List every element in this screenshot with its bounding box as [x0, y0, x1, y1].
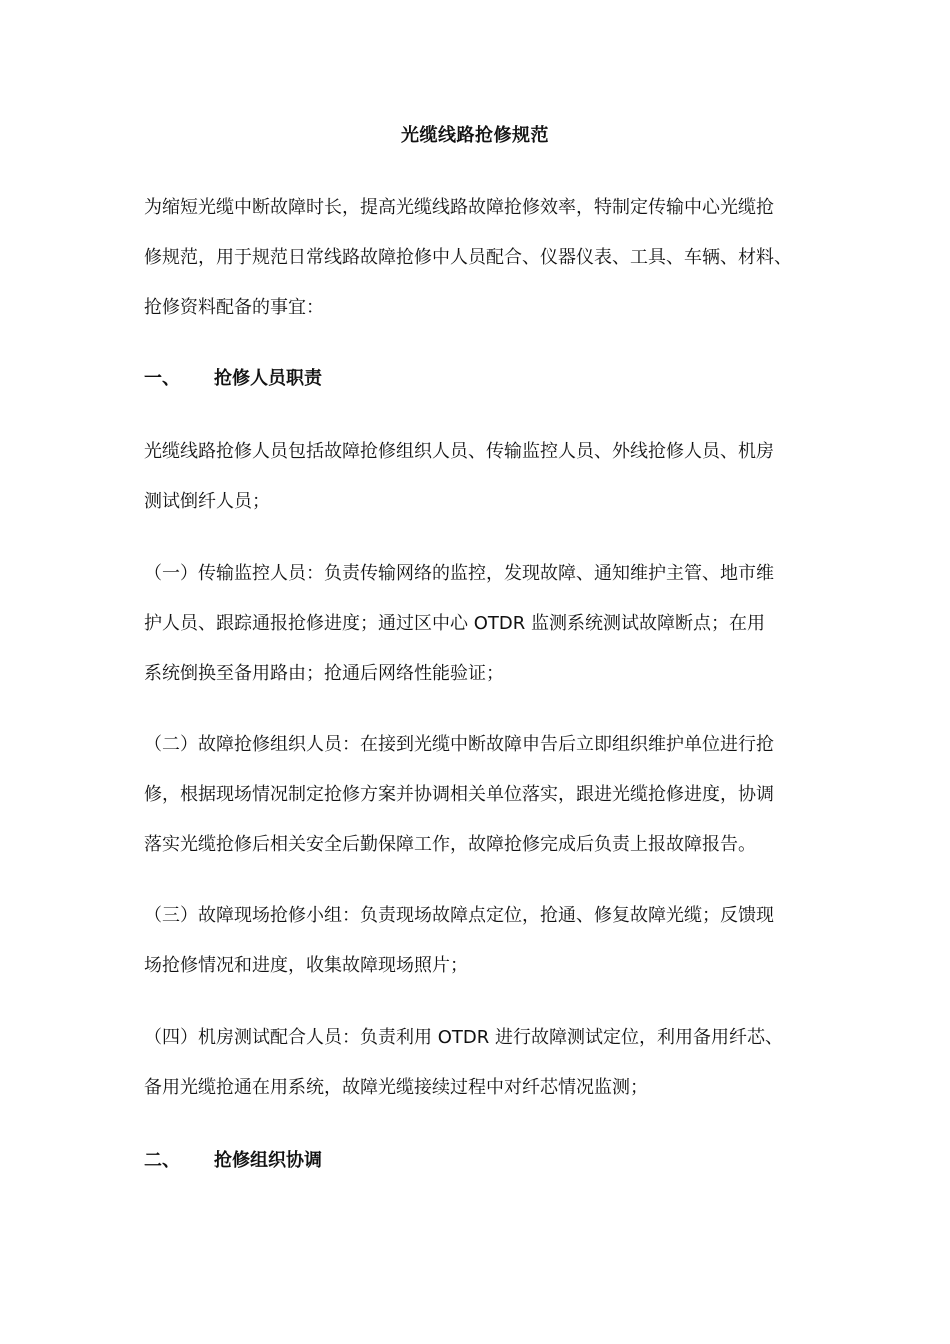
- paragraph-line: （一）传输监控人员：负责传输网络的监控，发现故障、通知维护主管、地市维: [144, 563, 774, 584]
- body-paragraph: [144, 549, 808, 699]
- section-title: 抢修人员职责: [214, 368, 322, 389]
- paragraph-line: 落实光缆抢修后相关安全后勤保障工作，故障抢修完成后负责上报故障报告。: [144, 834, 756, 855]
- paragraph-line: 场抢修情况和进度，收集故障现场照片；: [144, 955, 468, 976]
- body-paragraph: [144, 427, 808, 527]
- paragraph-line: 系统倒换至备用路由；抢通后网络性能验证；: [144, 663, 504, 684]
- paragraph-line: 光缆线路抢修人员包括故障抢修组织人员、传输监控人员、外线抢修人员、机房: [144, 441, 774, 462]
- body-paragraph: [144, 891, 808, 991]
- section-heading: [144, 367, 322, 391]
- body-paragraph: [144, 1013, 808, 1113]
- paragraph-line: （四）机房测试配合人员：负责利用 OTDR 进行故障测试定位，利用备用纤芯、: [144, 1027, 783, 1048]
- paragraph-line: （二）故障抢修组织人员：在接到光缆中断故障申告后立即组织维护单位进行抢: [144, 734, 774, 755]
- body-paragraph: [144, 720, 808, 870]
- paragraph-line: 测试倒纤人员；: [144, 491, 270, 512]
- paragraph-line: 修，根据现场情况制定抢修方案并协调相关单位落实，跟进光缆抢修进度，协调: [144, 784, 774, 805]
- document-title: 光缆线路抢修规范: [401, 125, 549, 146]
- intro-paragraph: [144, 183, 808, 333]
- paragraph-line: 备用光缆抢通在用系统，故障光缆接续过程中对纤芯情况监测；: [144, 1077, 648, 1098]
- paragraph-line: 护人员、跟踪通报抢修进度；通过区中心 OTDR 监测系统测试故障断点；在用: [144, 613, 765, 634]
- section-number: 一、: [144, 368, 180, 389]
- paragraph-line: 为缩短光缆中断故障时长，提高光缆线路故障抢修效率，特制定传输中心光缆抢: [144, 197, 774, 218]
- paragraph-line: 修规范，用于规范日常线路故障抢修中人员配合、仪器仪表、工具、车辆、材料、: [144, 247, 792, 268]
- paragraph-line: 抢修资料配备的事宜：: [144, 297, 324, 318]
- paragraph-line: （三）故障现场抢修小组：负责现场故障点定位，抢通、修复故障光缆；反馈现: [144, 905, 774, 926]
- section-heading: [144, 1149, 322, 1173]
- section-title: 抢修组织协调: [214, 1150, 322, 1171]
- section-number: 二、: [144, 1150, 180, 1171]
